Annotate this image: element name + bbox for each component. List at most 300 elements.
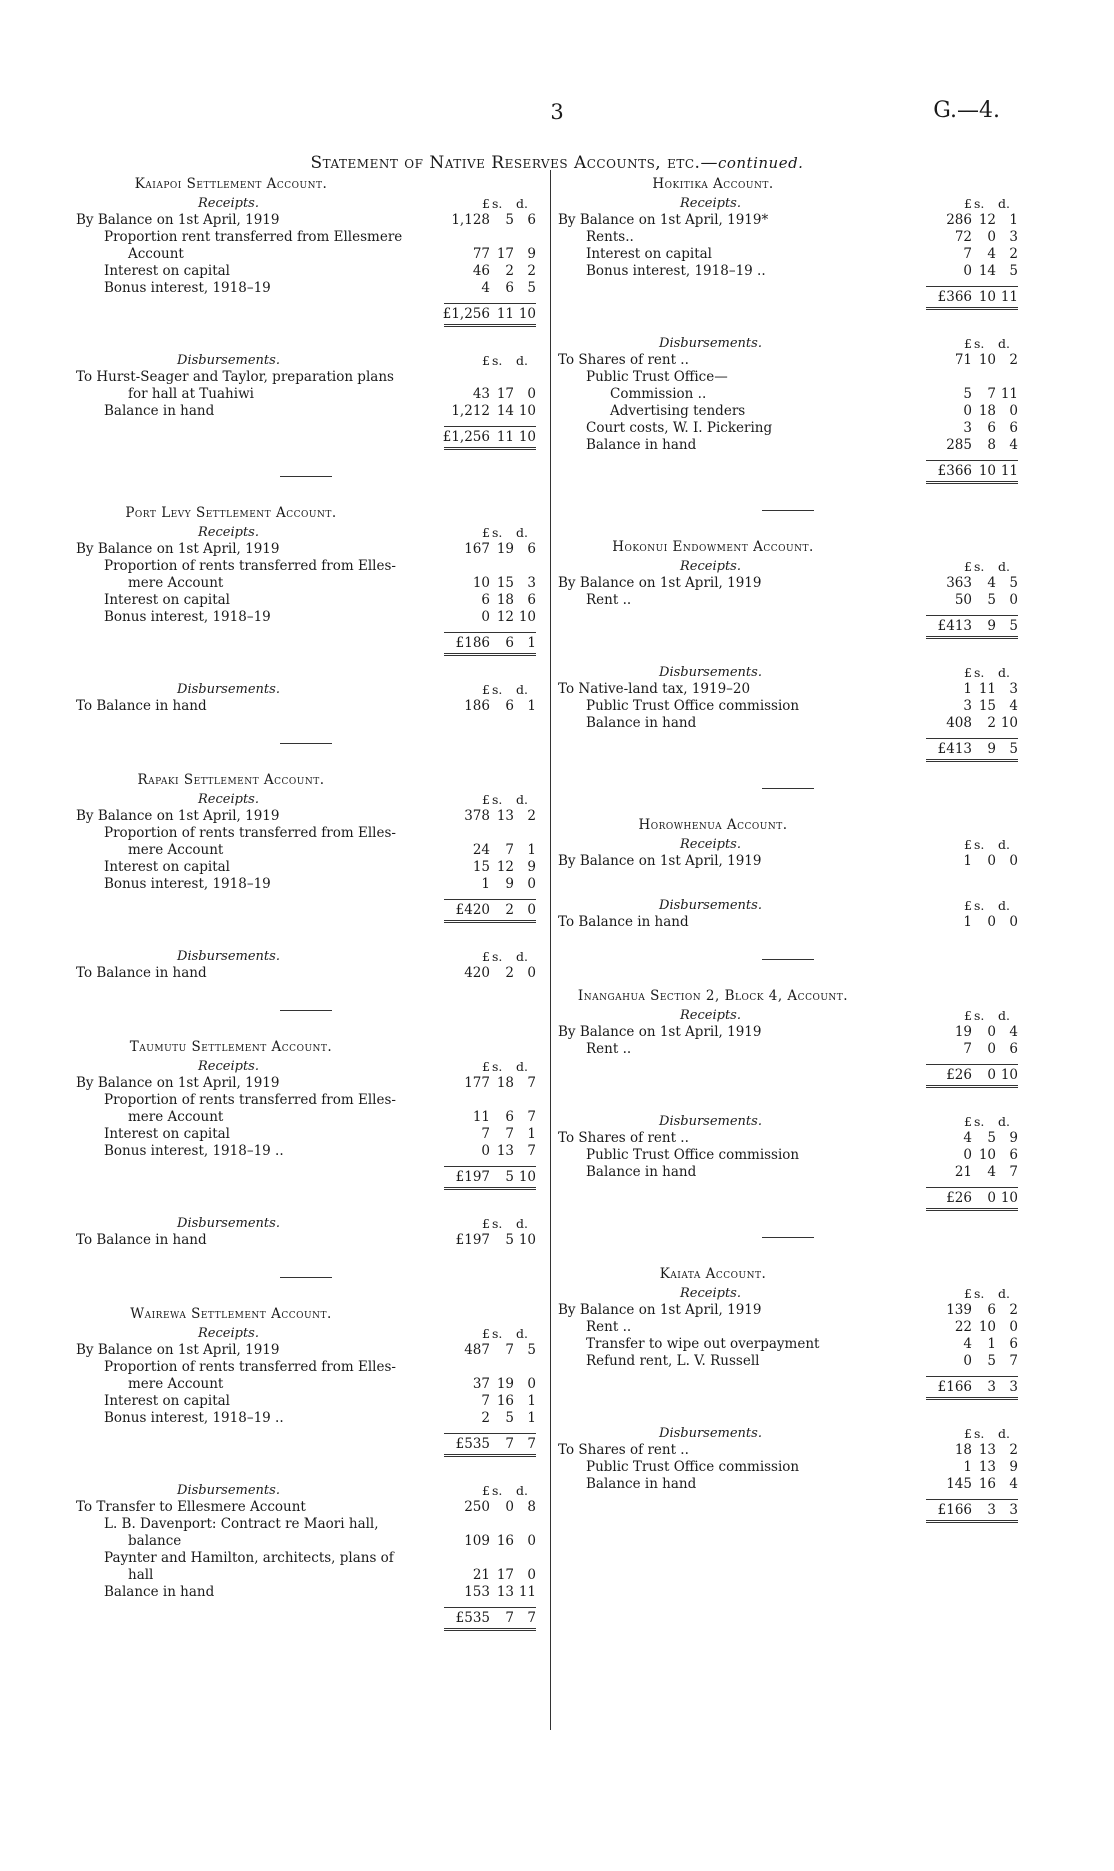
amount-pence: 3	[1009, 681, 1018, 697]
amount-shillings: 6	[505, 698, 514, 714]
receipts-label: Receipts.	[680, 1286, 741, 1301]
row-label: Proportion of rents transferred from Elles-	[104, 558, 396, 574]
amount-pounds: 177	[464, 1075, 490, 1091]
disbursements-label: Disbursements.	[659, 665, 762, 680]
row-label: To Balance in hand	[76, 965, 207, 981]
table-row	[558, 575, 1018, 592]
pence-header: d.	[516, 1216, 528, 1231]
receipts-section	[76, 1326, 536, 1455]
amount-pounds: 285	[946, 437, 972, 453]
amount-pence: 0	[1009, 914, 1018, 930]
amount	[448, 1376, 536, 1393]
amount-pence: 0	[527, 1533, 536, 1549]
spacer	[558, 760, 1018, 788]
table-row	[76, 1126, 536, 1143]
amount-pence: 3	[1009, 1502, 1018, 1518]
disbursements-section	[558, 665, 1018, 760]
amount-pence: 4	[1009, 698, 1018, 714]
shilling-header: s.	[974, 559, 985, 574]
amount	[448, 965, 536, 982]
amount-pounds: 378	[464, 808, 490, 824]
table-row	[558, 1164, 1018, 1181]
amount-pence: 10	[1000, 1190, 1018, 1206]
pence-header: d.	[998, 336, 1010, 351]
shilling-header: s.	[492, 682, 503, 697]
amount-pounds: 1	[963, 914, 972, 930]
amount-pounds: 7	[481, 1126, 490, 1142]
row-label: Interest on capital	[104, 592, 231, 608]
money-column-headers	[930, 1008, 1018, 1024]
spacer	[558, 1398, 1018, 1426]
receipts-heading	[558, 1008, 1018, 1024]
amount-shillings: 13	[496, 808, 514, 824]
table-row	[76, 876, 536, 893]
amount	[930, 1067, 1018, 1084]
money-column-headers	[930, 336, 1018, 352]
amount-shillings: 10	[978, 1147, 996, 1163]
total-row	[76, 1433, 536, 1455]
amount	[930, 1476, 1018, 1493]
amount-shillings: 17	[496, 386, 514, 402]
pence-header: d.	[516, 1483, 528, 1498]
disbursements-section	[76, 1483, 536, 1629]
amount-pounds: 1	[963, 1459, 972, 1475]
amount-shillings: 7	[505, 1126, 514, 1142]
amount-pence: 10	[518, 609, 536, 625]
amount-pence: 4	[1009, 437, 1018, 453]
spacer	[558, 789, 1018, 817]
row-label: By Balance on 1st April, 1919	[76, 1075, 280, 1091]
amount-pence: 8	[527, 1499, 536, 1515]
row-label: Bonus interest, 1918–19 ..	[104, 1143, 284, 1159]
amount-shillings: 13	[496, 1143, 514, 1159]
amount	[930, 1502, 1018, 1519]
amount	[448, 635, 536, 652]
amount-shillings: 11	[496, 429, 514, 445]
row-label: Interest on capital	[586, 246, 713, 262]
disbursements-heading	[76, 1216, 536, 1232]
table-row	[558, 681, 1018, 698]
pence-header: d.	[516, 1326, 528, 1341]
table-row	[76, 859, 536, 876]
table-row	[76, 842, 536, 859]
row-label: Balance in hand	[586, 1164, 697, 1180]
amount-pounds: £26	[946, 1067, 972, 1083]
amount	[448, 859, 536, 876]
amount	[930, 575, 1018, 592]
amount-shillings: 17	[496, 246, 514, 262]
row-label: Interest on capital	[104, 1393, 231, 1409]
amount	[448, 1533, 536, 1550]
amount	[448, 1232, 536, 1249]
pence-header: d.	[998, 1114, 1010, 1129]
row-label: To Transfer to Ellesmere Account	[76, 1499, 306, 1515]
disbursements-heading	[558, 665, 1018, 681]
amount-shillings: 6	[505, 635, 514, 651]
amount-pounds: 24	[472, 842, 490, 858]
table-row	[76, 1584, 536, 1601]
amount	[448, 902, 536, 919]
table-row	[76, 246, 536, 263]
amount	[442, 306, 536, 323]
disbursements-label: Disbursements.	[177, 682, 280, 697]
amount-pounds: 186	[464, 698, 490, 714]
amount-shillings: 18	[978, 403, 996, 419]
row-label: By Balance on 1st April, 1919	[558, 853, 762, 869]
amount	[930, 681, 1018, 698]
table-row	[76, 609, 536, 626]
table-row	[76, 575, 536, 592]
amount-pounds: 0	[481, 609, 490, 625]
total-row	[558, 286, 1018, 308]
amount-shillings: 13	[496, 1584, 514, 1600]
page-title	[0, 153, 1114, 173]
amount	[930, 1442, 1018, 1459]
table-row	[76, 1516, 536, 1533]
table-row	[76, 1550, 536, 1567]
amount-shillings: 0	[987, 853, 996, 869]
spacer	[558, 870, 1018, 898]
spacer	[76, 448, 536, 476]
table-row	[76, 698, 536, 715]
table-row	[558, 1041, 1018, 1058]
amount-shillings: 15	[978, 698, 996, 714]
disbursements-heading	[558, 1426, 1018, 1442]
spacer	[76, 982, 536, 1010]
pound-header: £	[482, 792, 490, 807]
amount-shillings: 10	[978, 289, 996, 305]
spacer	[76, 1011, 536, 1039]
amount	[930, 246, 1018, 263]
amount	[930, 420, 1018, 437]
amount-pence: 6	[527, 592, 536, 608]
table-row	[76, 1393, 536, 1410]
spacer	[558, 1086, 1018, 1114]
account-title: Kaiapoi Settlement Account.	[134, 176, 328, 192]
total-row	[558, 1376, 1018, 1398]
amount-pence: 10	[518, 1169, 536, 1185]
account	[558, 988, 1018, 1209]
amount-pence: 2	[1009, 246, 1018, 262]
pence-header: d.	[516, 525, 528, 540]
amount-pounds: £197	[455, 1169, 490, 1185]
receipts-label: Receipts.	[198, 196, 259, 211]
pound-header: £	[482, 196, 490, 211]
row-label: Rent ..	[586, 1319, 632, 1335]
row-label: Balance in hand	[104, 1584, 215, 1600]
amount	[930, 1024, 1018, 1041]
amount-pounds: 145	[946, 1476, 972, 1492]
amount-pence: 10	[1000, 1067, 1018, 1083]
amount-pounds: 3	[963, 420, 972, 436]
amount-pence: 1	[527, 1126, 536, 1142]
amount-shillings: 5	[505, 1410, 514, 1426]
table-row	[76, 280, 536, 297]
amount-pence: 9	[527, 859, 536, 875]
receipts-heading	[76, 792, 536, 808]
row-label: Balance in hand	[104, 403, 215, 419]
money-column-headers	[448, 1326, 536, 1342]
table-row	[558, 1130, 1018, 1147]
row-label: Commission ..	[610, 386, 707, 402]
amount-pounds: £26	[946, 1190, 972, 1206]
row-label: Court costs, W. I. Pickering	[586, 420, 773, 436]
spacer	[76, 1249, 536, 1277]
amount-pounds: £166	[937, 1502, 972, 1518]
disbursements-label: Disbursements.	[659, 336, 762, 351]
money-column-headers	[930, 837, 1018, 853]
amount-pence: 5	[1009, 575, 1018, 591]
pence-header: d.	[998, 1426, 1010, 1441]
amount	[930, 263, 1018, 280]
amount-shillings: 13	[978, 1442, 996, 1458]
amount-pounds: 1,128	[451, 212, 490, 228]
table-row	[558, 1353, 1018, 1370]
table-row	[76, 1410, 536, 1427]
amount	[930, 403, 1018, 420]
pence-header: d.	[998, 559, 1010, 574]
amount-pounds: 1,212	[451, 403, 490, 419]
amount-shillings: 9	[987, 618, 996, 634]
table-row	[76, 1109, 536, 1126]
pence-header: d.	[998, 196, 1010, 211]
amount	[930, 1041, 1018, 1058]
amount-pence: 5	[527, 1342, 536, 1358]
amount-shillings: 0	[987, 914, 996, 930]
amount-pounds: 4	[481, 280, 490, 296]
amount-pence: 1	[527, 698, 536, 714]
receipts-section	[76, 196, 536, 325]
amount-shillings: 10	[978, 463, 996, 479]
shilling-header: s.	[974, 1286, 985, 1301]
disbursements-section	[558, 1114, 1018, 1209]
money-column-headers	[448, 525, 536, 541]
amount	[930, 386, 1018, 403]
row-label: Interest on capital	[104, 859, 231, 875]
receipts-label: Receipts.	[198, 525, 259, 540]
title-continued: continued.	[717, 154, 804, 172]
amount-pounds: £197	[455, 1232, 490, 1248]
disbursements-heading	[558, 336, 1018, 352]
row-label: By Balance on 1st April, 1919*	[558, 212, 769, 228]
amount	[930, 741, 1018, 758]
table-row	[76, 386, 536, 403]
amount	[930, 1353, 1018, 1370]
row-label: mere Account	[128, 575, 224, 591]
amount-pounds: 1	[963, 853, 972, 869]
amount-pounds: 15	[472, 859, 490, 875]
table-row	[76, 1342, 536, 1359]
pound-header: £	[482, 525, 490, 540]
row-label: To Shares of rent ..	[558, 1442, 689, 1458]
money-column-headers	[930, 559, 1018, 575]
total-row	[558, 1187, 1018, 1209]
amount	[442, 429, 536, 446]
amount-pounds: 7	[481, 1393, 490, 1409]
money-column-headers	[448, 1059, 536, 1075]
amount	[930, 1164, 1018, 1181]
amount-shillings: 13	[978, 1459, 996, 1475]
amount-pounds: 19	[954, 1024, 972, 1040]
amount-pence: 9	[1009, 1130, 1018, 1146]
disbursements-label: Disbursements.	[659, 898, 762, 913]
shilling-header: s.	[974, 1114, 985, 1129]
shilling-header: s.	[974, 1426, 985, 1441]
amount-shillings: 11	[978, 681, 996, 697]
amount-shillings: 18	[496, 1075, 514, 1091]
amount-pounds: 37	[472, 1376, 490, 1392]
row-label: By Balance on 1st April, 1919	[76, 212, 280, 228]
amount-pounds: £413	[937, 618, 972, 634]
table-row	[558, 386, 1018, 403]
amount	[448, 1410, 536, 1427]
table-row	[558, 352, 1018, 369]
amount	[930, 212, 1018, 229]
money-column-headers	[448, 792, 536, 808]
row-label: Balance in hand	[586, 437, 697, 453]
amount-shillings: 0	[987, 1067, 996, 1083]
amount-pence: 1	[527, 1393, 536, 1409]
amount	[448, 1436, 536, 1453]
amount-pounds: 139	[946, 1302, 972, 1318]
row-label: for hall at Tuahiwi	[128, 386, 254, 402]
amount-pence: 10	[518, 403, 536, 419]
amount-shillings: 7	[505, 1436, 514, 1452]
amount-pounds: £1,256	[442, 306, 490, 322]
amount-shillings: 2	[505, 965, 514, 981]
amount	[930, 1319, 1018, 1336]
pound-header: £	[964, 559, 972, 574]
pound-header: £	[964, 336, 972, 351]
amount-pounds: 72	[954, 229, 972, 245]
total-row	[558, 460, 1018, 482]
amount-pence: 11	[518, 1584, 536, 1600]
row-label: By Balance on 1st April, 1919	[558, 1302, 762, 1318]
row-label: Paynter and Hamilton, architects, plans of	[104, 1550, 394, 1566]
amount-pence: 2	[1009, 1302, 1018, 1318]
amount	[930, 853, 1018, 870]
amount-shillings: 7	[505, 1342, 514, 1358]
spacer	[76, 654, 536, 682]
account	[558, 1266, 1018, 1521]
amount-pounds: 7	[963, 246, 972, 262]
amount-shillings: 10	[978, 352, 996, 368]
table-row	[76, 212, 536, 229]
table-row	[558, 246, 1018, 263]
table-row	[558, 437, 1018, 454]
amount-pounds: 18	[954, 1442, 972, 1458]
amount-pence: 11	[1000, 289, 1018, 305]
total-row	[76, 426, 536, 448]
amount-shillings: 17	[496, 1567, 514, 1583]
amount	[448, 842, 536, 859]
amount	[448, 386, 536, 403]
amount	[448, 1342, 536, 1359]
receipts-label: Receipts.	[198, 792, 259, 807]
amount-shillings: 6	[987, 420, 996, 436]
row-label: By Balance on 1st April, 1919	[76, 1342, 280, 1358]
receipts-section	[558, 837, 1018, 870]
row-label: Interest on capital	[104, 263, 231, 279]
total-row	[76, 899, 536, 921]
receipts-label: Receipts.	[680, 837, 741, 852]
total-row	[558, 615, 1018, 637]
row-label: By Balance on 1st April, 1919	[558, 575, 762, 591]
pound-header: £	[964, 837, 972, 852]
disbursements-heading	[558, 898, 1018, 914]
pence-header: d.	[516, 682, 528, 697]
table-row	[76, 229, 536, 246]
money-column-headers	[448, 1483, 536, 1499]
amount	[448, 575, 536, 592]
disbursements-label: Disbursements.	[177, 1483, 280, 1498]
amount	[448, 698, 536, 715]
amount-pence: 9	[527, 246, 536, 262]
amount-shillings: 5	[505, 212, 514, 228]
total-row	[76, 1166, 536, 1188]
table-row	[76, 1075, 536, 1092]
row-label: Account	[128, 246, 184, 262]
row-label: mere Account	[128, 842, 224, 858]
account-title: Taumutu Settlement Account.	[129, 1039, 333, 1055]
receipts-label: Receipts.	[680, 196, 741, 211]
amount-pence: 6	[1009, 1041, 1018, 1057]
amount-shillings: 19	[496, 1376, 514, 1392]
amount	[448, 1126, 536, 1143]
spacer	[558, 1209, 1018, 1237]
row-label: Rents..	[586, 229, 634, 245]
receipts-label: Receipts.	[198, 1326, 259, 1341]
row-label: Balance in hand	[586, 715, 697, 731]
table-row	[558, 1336, 1018, 1353]
spacer	[76, 744, 536, 772]
disbursements-label: Disbursements.	[177, 949, 280, 964]
amount-shillings: 4	[987, 246, 996, 262]
amount-shillings: 5	[987, 592, 996, 608]
account	[76, 176, 536, 448]
amount	[930, 437, 1018, 454]
shilling-header: s.	[974, 837, 985, 852]
account-title: Hokonui Endowment Account.	[612, 539, 814, 555]
amount-pence: 1	[527, 635, 536, 651]
amount-shillings: 4	[987, 575, 996, 591]
amount-pounds: 109	[464, 1533, 490, 1549]
amount-shillings: 5	[505, 1232, 514, 1248]
table-row	[76, 825, 536, 842]
receipts-label: Receipts.	[680, 559, 741, 574]
amount-pounds: 0	[963, 1353, 972, 1369]
account	[558, 176, 1018, 482]
amount	[448, 541, 536, 558]
amount-pounds: 286	[946, 212, 972, 228]
total-row	[558, 1064, 1018, 1086]
amount-pounds: 153	[464, 1584, 490, 1600]
amount-shillings: 10	[978, 1319, 996, 1335]
row-label: Public Trust Office commission	[586, 1147, 800, 1163]
table-row	[76, 1232, 536, 1249]
shilling-header: s.	[974, 1008, 985, 1023]
pound-header: £	[482, 1059, 490, 1074]
amount-pence: 3	[1009, 229, 1018, 245]
amount	[448, 1075, 536, 1092]
amount-shillings: 1	[987, 1336, 996, 1352]
amount	[448, 403, 536, 420]
row-label: Public Trust Office commission	[586, 1459, 800, 1475]
amount-pence: 5	[527, 280, 536, 296]
amount-pounds: 4	[963, 1336, 972, 1352]
amount-shillings: 8	[987, 437, 996, 453]
disbursements-heading	[76, 353, 536, 369]
